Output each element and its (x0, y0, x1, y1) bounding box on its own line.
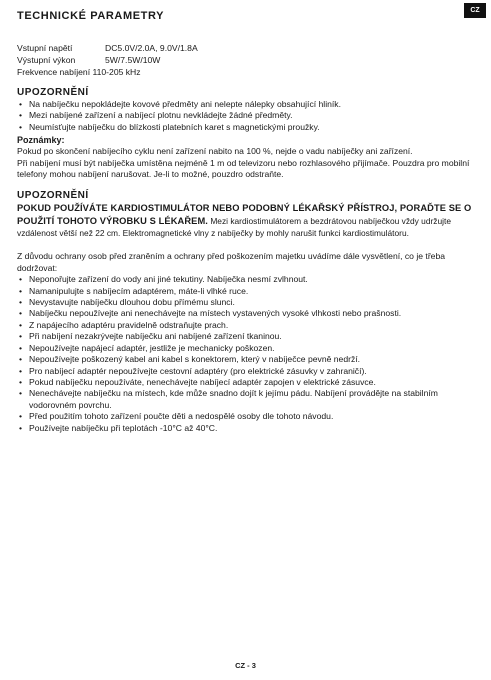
spec-row (17, 66, 477, 78)
notes-heading: Poznámky: (17, 135, 65, 146)
list-item: • Na nabíječku nepokládejte kovové předměty ani nelepte nálepky obsahující hliník. (17, 99, 477, 110)
spec-value: DC5.0V/2.0A, 9.0V/1.8A (105, 43, 198, 53)
list-item: • Nabíječku nepoužívejte ani nenechávejte na místech vystavených vysoké vlhkosti nebo prašnosti. (17, 308, 477, 319)
spec-label: Vstupní napětí (17, 43, 73, 53)
notes-paragraph: Při nabíjení musí být nabíječka umístěna nejméně 1 m od televizoru nebo rozhlasového přijímače. Pouzdra pro mobilní telefony mohou nabíjení narušovat. Je-li to možné, pouzdro odstraňte. (17, 157, 470, 180)
spec-value: 5W/7.5W/10W (105, 55, 161, 65)
list-item: • Z napájecího adaptéru pravidelně odstraňujte prach. (17, 320, 477, 331)
section-title-technical-parameters: TECHNICKÉ PARAMETRY (17, 10, 165, 22)
list-item: • Nepoužívejte poškozený kabel ani kabel s konektorem, který v nabíječce pevně nedrží. (17, 354, 477, 365)
manual-page (17, 10, 477, 436)
list-item: • Nevystavujte nabíječku dlouhou dobu přímému slunci. (17, 297, 477, 308)
spec-row (17, 54, 477, 66)
spec-label: Frekvence nabíjení 110-205 kHz (17, 67, 141, 77)
safety-list (17, 274, 477, 434)
list-item: • Neponořujte zařízení do vody ani jiné tekutiny. Nabíječka nesmí zvlhnout. (17, 274, 477, 285)
list-item: • Pokud nabíječku nepoužíváte, nenechávejte nabíjecí adaptér zapojen v elektrické zásuvce. (17, 377, 477, 388)
pacemaker-warning-text: Mezi kardiostimulátorem a bezdrátovou nabíječkou vždy udržujte vzdálenost větší než 22 cm. Elektromagnetické vlny z nabíječky by mohly narušit funkci kardiostimulátoru. (17, 215, 451, 239)
list-item: • Před použitím tohoto zařízení poučte děti a nedospělé osoby dle tohoto návodu. (17, 411, 477, 422)
safety-intro: Z důvodu ochrany osob před zraněním a ochrany před poškozením majetku uvádíme dále vysvětlení, co je třeba dodržovat: (17, 251, 446, 273)
spec-label: Výstupní výkon (17, 55, 76, 65)
language-tab: CZ (464, 3, 486, 18)
page-number: CZ - 3 (235, 661, 256, 670)
list-item: • Nenechávejte nabíječku na místech, kde může snadno dojít k jejímu pádu. Nabíjení provádějte na stabilním vodorovném povrchu. (17, 388, 477, 411)
pacemaker-warning-bold: POKUD POUŽÍVÁTE KARDIOSTIMULÁTOR NEBO PODOBNÝ LÉKAŘSKÝ PŘÍSTROJ, PORAĎTE SE O POUŽITÍ TOHOTO VÝROBKU S LÉKAŘEM. (17, 203, 472, 226)
pacemaker-warning-body (17, 202, 477, 239)
spec-list (17, 42, 477, 78)
list-item: • Pro nabíjecí adaptér nepoužívejte cestovní adaptéry (pro elektrické zásuvky v zahraničí). (17, 366, 477, 377)
list-item: • Neumísťujte nabíječku do blízkosti platebních karet s magnetickými proužky. (17, 122, 477, 133)
notes-paragraph: Pokud po skončení nabíjecího cyklu není zařízení nabito na 100 %, nejde o vadu nabíječky ani zařízení. (17, 146, 413, 157)
list-item: • Mezi nabíjené zařízení a nabíjecí plotnu nevkládejte žádné předměty. (17, 110, 477, 121)
list-item: • Při nabíjení nezakrývejte nabíječku ani nabíjené zařízení tkaninou. (17, 331, 477, 342)
list-item: • Namanipulujte s nabíjecím adaptérem, máte-li vlhké ruce. (17, 286, 477, 297)
spec-row (17, 42, 477, 54)
pacemaker-warning (17, 190, 477, 239)
warning-list (17, 99, 477, 133)
list-item: • Používejte nabíječku při teplotách -10°C až 40°C. (17, 423, 477, 434)
warning-heading: UPOZORNĚNÍ (17, 87, 89, 98)
list-item: • Nepoužívejte napájecí adaptér, jestliže je mechanicky poškozen. (17, 343, 477, 354)
warning-heading: UPOZORNĚNÍ (17, 190, 89, 202)
